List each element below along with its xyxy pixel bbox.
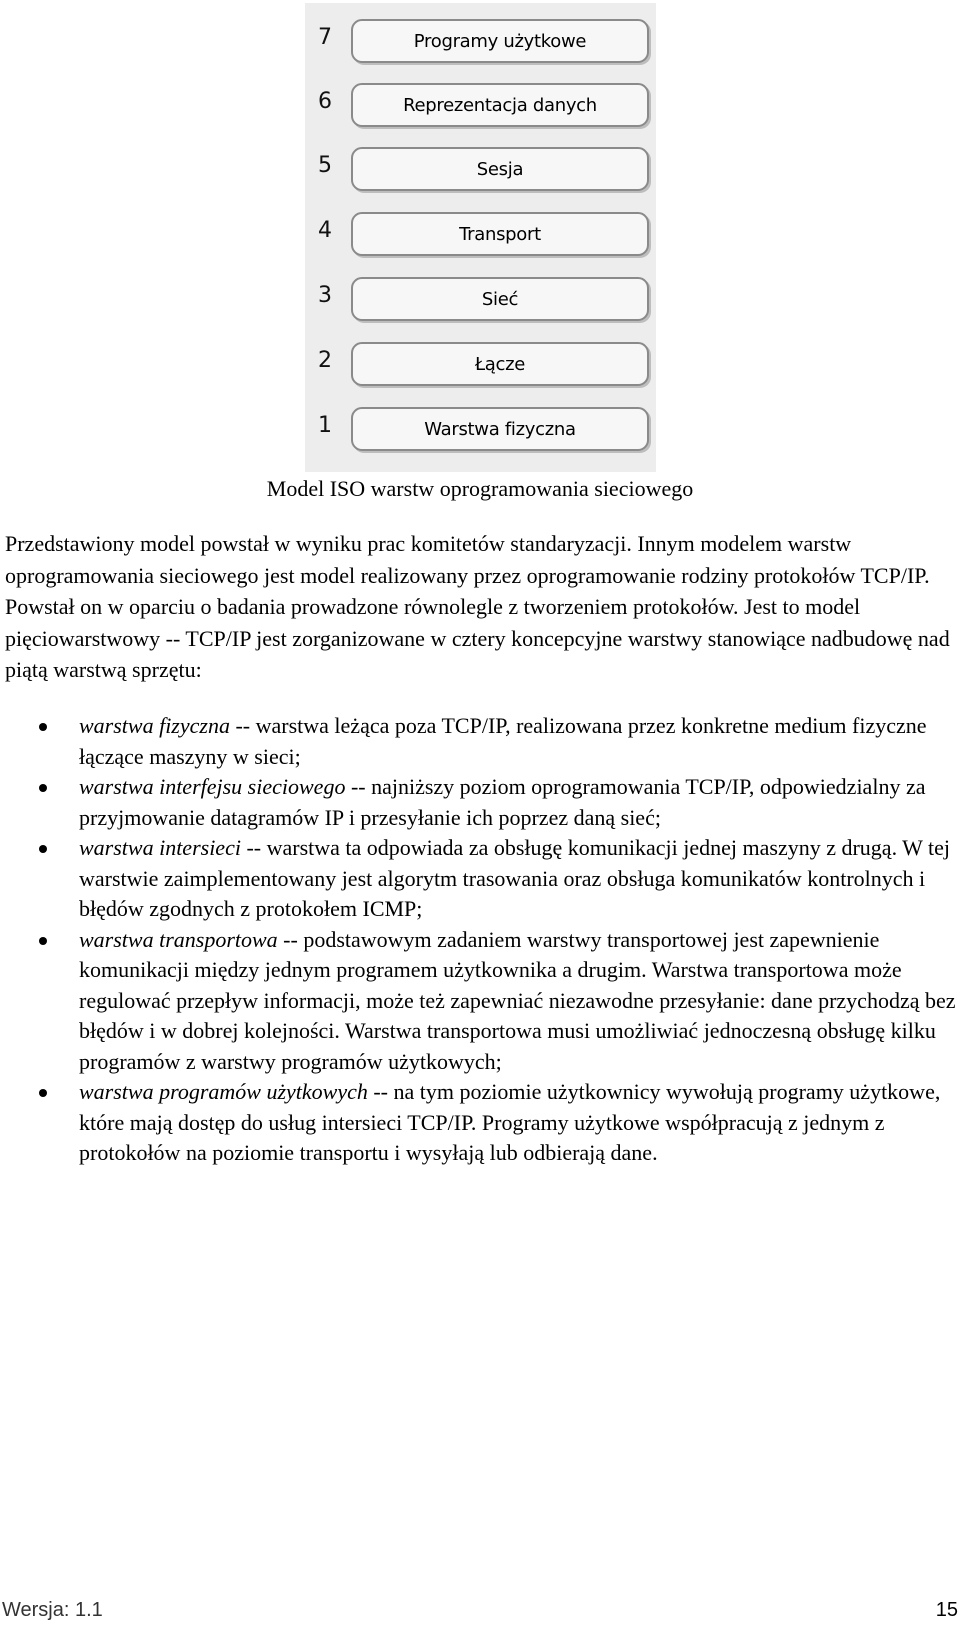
layer-label: Warstwa fizyczna	[424, 418, 576, 440]
list-text: -- warstwa ta odpowiada za obsługę komunikacji jednej maszyny z drugą. W tej warstwie zaimplementowany jest algorytm trasowania oraz obsługa komunikatów kontrolnych i błędów zgodnych z protokołem ICMP;	[79, 835, 951, 921]
layer-box	[351, 19, 649, 63]
layer-number: 2	[318, 348, 332, 373]
bullet-icon	[39, 784, 47, 792]
layer-row-2	[305, 342, 656, 394]
list-text: -- na tym poziomie użytkownicy wywołują programy użytkowe, które mają dostęp do usług intersieci TCP/IP. Programy użytkowe współpracują z jednym z protokołów na poziomie transportu i wysyłają lub odbierają dane.	[79, 1079, 941, 1165]
layer-label: Reprezentacja danych	[403, 94, 597, 116]
layer-number: 6	[318, 89, 332, 114]
layer-box	[351, 212, 649, 256]
body-paragraph: Przedstawiony model powstał w wyniku prac komitetów standaryzacji. Innym modelem warstw oprogramowania sieciowego jest model realizowany przez oprogramowanie rodziny protokołów TCP/IP. Powstał on w oparciu o badania prowadzone równolegle z tworzeniem protokołów. Jest to model pięciowarstwowy -- TCP/IP jest zorganizowane w cztery koncepcyjne warstwy stanowiące nadbudowę nad piątą warstwą sprzętu:	[5, 531, 950, 682]
layer-number: 3	[318, 283, 332, 308]
figure-caption: Model ISO warstw oprogramowania sieciowego	[266, 476, 694, 501]
layer-label: Sesja	[476, 158, 524, 180]
list-term: warstwa fizyczna	[79, 713, 230, 738]
layer-box	[351, 83, 649, 127]
list-term: warstwa programów użytkowych	[79, 1079, 368, 1104]
layer-list	[0, 711, 960, 1169]
layer-row-6	[305, 83, 656, 135]
layer-box	[351, 342, 649, 386]
list-item	[0, 833, 960, 925]
bullet-icon	[39, 1089, 47, 1097]
list-item	[0, 772, 960, 833]
layer-label: Sieć	[481, 288, 519, 310]
list-item	[0, 1077, 960, 1169]
layer-row-4	[305, 212, 656, 264]
bullet-icon	[39, 937, 47, 945]
page-number: 15	[935, 1599, 958, 1621]
list-text: -- podstawowym zadaniem warstwy transportowej jest zapewnienie komunikacji między jednym programem użytkownika a drugim. Warstwa transportowa może regulować przepływ informacji, może też zapewniać niezawodne przesyłanie: dane przychodzą bez błędów i w dobrej kolejności. Warstwa transportowa musi umożliwiać jednoczesną obsługę kilku programów z warstwy programów użytkowych;	[79, 926, 956, 1074]
list-text: -- warstwa leżąca poza TCP/IP, realizowana przez konkretne medium fizyczne łączące maszyny w sieci;	[79, 713, 927, 769]
layer-label: Programy użytkowe	[413, 30, 587, 52]
list-term: warstwa interfejsu sieciowego	[79, 774, 346, 799]
bullet-icon	[39, 723, 47, 731]
layer-box	[351, 407, 649, 451]
version-label: Wersja: 1.1	[2, 1599, 103, 1621]
list-text: -- najniższy poziom oprogramowania TCP/IP, odpowiedzialny za przyjmowanie datagramów IP i przesyłanie ich poprzez daną sieć;	[79, 774, 926, 830]
list-term: warstwa intersieci	[79, 835, 241, 860]
layer-row-3	[305, 277, 656, 329]
iso-model-figure	[305, 3, 656, 472]
layer-number: 5	[318, 153, 332, 178]
list-item	[0, 925, 960, 1078]
layer-box	[351, 277, 649, 321]
layer-number: 7	[318, 25, 332, 50]
list-item	[0, 711, 960, 772]
layer-row-5	[305, 147, 656, 199]
layer-label: Transport	[459, 223, 541, 245]
list-term: warstwa transportowa	[79, 926, 278, 952]
layer-label: Łącze	[474, 353, 526, 375]
bullet-icon	[39, 845, 47, 853]
layer-box	[351, 147, 649, 191]
layer-row-1	[305, 407, 656, 459]
layer-row-7	[305, 19, 656, 71]
layer-number: 1	[318, 413, 332, 438]
layer-number: 4	[318, 218, 332, 243]
